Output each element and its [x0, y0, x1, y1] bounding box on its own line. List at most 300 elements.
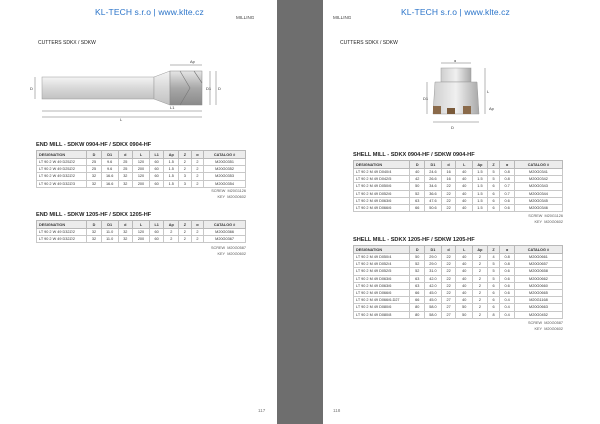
table-cell: LT 90 2 M 49 D040/4	[354, 169, 410, 176]
table-cell: 22	[441, 289, 456, 296]
table-row	[37, 173, 246, 180]
column-header: DESIGNATION	[354, 246, 410, 254]
column-header: Z	[179, 221, 192, 229]
column-header: D	[87, 151, 102, 159]
table-cell: 2	[473, 282, 488, 289]
table-cell: 60	[149, 236, 164, 243]
table-cell: LT 90 2 W 49 D32Z/2	[37, 173, 87, 180]
shell-mill-table-1205	[353, 245, 563, 319]
table-cell: 40	[410, 169, 425, 176]
column-header: CATALOG #	[514, 161, 562, 169]
end-mill-table-0904	[36, 150, 246, 188]
table-cell: M20G0346	[514, 204, 562, 211]
table-cell: 0.4	[500, 297, 515, 304]
table-cell: 0.7	[500, 183, 515, 190]
table-cell: 1.5	[473, 204, 488, 211]
table-row	[354, 289, 563, 296]
table-cell: 52	[410, 190, 425, 197]
table-cell: 22	[441, 282, 456, 289]
table-cell: 6	[487, 197, 500, 204]
table-row	[354, 183, 563, 190]
table-header-row	[354, 246, 563, 254]
table-cell: M20G0351	[204, 159, 246, 166]
table-cell: 40	[456, 268, 473, 275]
table-cell: 40	[456, 289, 473, 296]
table-cell: 6	[487, 289, 500, 296]
dim-label-ap: Ap	[489, 106, 494, 111]
table-cell: M20G0343	[514, 183, 562, 190]
table-cell: 40	[456, 176, 473, 183]
table-cell: LT 90 2 W 49 D25Z/2	[37, 166, 87, 173]
column-header: d	[441, 246, 456, 254]
table-cell: 22	[441, 183, 456, 190]
table-row	[354, 197, 563, 204]
table-cell: 29.0	[425, 254, 442, 261]
table-row	[37, 229, 246, 236]
table-cell: 6	[487, 282, 500, 289]
right-page	[323, 0, 600, 424]
column-header: D1	[101, 151, 118, 159]
table-header-row	[354, 161, 563, 169]
table-row	[37, 159, 246, 166]
table-cell: 42.0	[425, 282, 442, 289]
table-cell: 42.0	[425, 275, 442, 282]
accessories	[196, 245, 246, 257]
table-cell: 0.6	[500, 197, 515, 204]
accessory-code: M20G0602	[227, 252, 246, 256]
table-cell: 47.6	[425, 197, 442, 204]
table-row	[354, 176, 563, 183]
table-cell: 40	[456, 190, 473, 197]
table-cell: 40	[456, 261, 473, 268]
table-cell: 27	[441, 311, 456, 318]
table-cell: 2	[191, 166, 204, 173]
table-cell: 32	[118, 236, 133, 243]
column-header: D	[410, 161, 425, 169]
column-header: α	[191, 151, 204, 159]
table-row	[37, 166, 246, 173]
table-cell: 2	[473, 311, 488, 318]
table-row	[37, 236, 246, 243]
table-cell: 40	[456, 183, 473, 190]
column-header: L1	[149, 221, 164, 229]
table-cell: M20G0663	[514, 304, 562, 311]
table-cell: 0.7	[500, 190, 515, 197]
table-title: SHELL MILL - SDKX 1205-HF / SDKW 1205-HF	[353, 237, 475, 243]
table-cell: 6	[487, 190, 500, 197]
table-cell: 63	[410, 275, 425, 282]
table-cell: LT 90 2 M 49 D050/4	[354, 254, 410, 261]
table-cell: M20G0452	[514, 311, 562, 318]
table-cell: 50	[410, 183, 425, 190]
table-row	[354, 275, 563, 282]
table-cell: 60	[149, 180, 164, 187]
table-cell: M20G0661	[514, 254, 562, 261]
table-cell: 0.6	[500, 268, 515, 275]
table-cell: 0.4	[500, 304, 515, 311]
table-cell: 40	[456, 204, 473, 211]
table-cell: 0.8	[500, 254, 515, 261]
table-cell: 120	[133, 159, 150, 166]
table-cell: 22	[441, 261, 456, 268]
table-cell: 1.5	[473, 197, 488, 204]
table-title: SHELL MILL - SDKX 0904-HF / SDKW 0904-HF	[353, 152, 475, 158]
table-cell: 60	[149, 166, 164, 173]
shell-mill-table-0904	[353, 160, 563, 212]
table-cell: 60	[149, 229, 164, 236]
table-cell: 2	[473, 289, 488, 296]
column-header: L	[456, 161, 473, 169]
table-row	[354, 204, 563, 211]
table-cell: 1.5	[473, 169, 488, 176]
dim-label-d1: D1	[206, 86, 212, 91]
column-header: DESIGNATION	[37, 221, 87, 229]
table-cell: 22	[441, 190, 456, 197]
shell-mill-diagram	[423, 60, 513, 135]
table-cell: LT 90 2 M 49 D050/6	[354, 183, 410, 190]
accessory-label: KEY	[534, 327, 543, 331]
table-cell: 5	[487, 275, 500, 282]
table-cell: 6	[487, 204, 500, 211]
table-cell: 42	[410, 176, 425, 183]
table-cell: 6	[487, 304, 500, 311]
table-cell: 2	[473, 254, 488, 261]
table-cell: 22	[441, 197, 456, 204]
table-row	[354, 254, 563, 261]
table-cell: 5	[487, 176, 500, 183]
table-cell: 32	[118, 229, 133, 236]
table-cell: 22	[441, 254, 456, 261]
column-header: D1	[425, 246, 442, 254]
table-cell: LT 90 2 W 49 D32Z/2	[37, 229, 87, 236]
table-cell: LT 90 2 M 49 D052/5	[354, 268, 410, 275]
table-cell: 25	[118, 166, 133, 173]
table-cell: M20G0665	[514, 289, 562, 296]
column-header: Z	[179, 151, 192, 159]
accessories	[513, 320, 563, 332]
table-cell: M20G0344	[514, 190, 562, 197]
column-header: D	[87, 221, 102, 229]
table-cell: 1.5	[164, 173, 179, 180]
shell-hub-shape	[441, 68, 471, 82]
table-cell: 2	[164, 229, 179, 236]
table-row	[354, 261, 563, 268]
accessory-code: M20G0602	[227, 195, 246, 199]
accessory-code: M20G0602	[544, 327, 563, 331]
accessory-label: SCREW	[211, 189, 226, 193]
table-cell: LT 90 2 M 49 D063/6	[354, 282, 410, 289]
dim-label-l1: L1	[170, 105, 175, 110]
table-cell: 63	[410, 282, 425, 289]
table-cell: 22	[441, 268, 456, 275]
dim-label-ap: Ap	[190, 59, 195, 64]
table-cell: 40	[456, 275, 473, 282]
table-cell: M20G0353	[204, 173, 246, 180]
dim-label-d: D	[30, 86, 33, 91]
table-cell: 22	[441, 275, 456, 282]
accessory-row	[513, 326, 563, 332]
table-cell: 2	[191, 159, 204, 166]
table-cell: M20G0657	[514, 261, 562, 268]
table-cell: LT 90 2 M 49 D063/6	[354, 197, 410, 204]
table-cell: 4	[487, 254, 500, 261]
column-header: α	[500, 161, 515, 169]
accessory-code: M20G0587	[544, 321, 563, 325]
accessory-code: M20G0587	[227, 246, 246, 250]
table-cell: 52	[410, 268, 425, 275]
table-cell: 2	[191, 180, 204, 187]
column-header: D1	[425, 161, 442, 169]
table-cell: 25	[87, 166, 102, 173]
page-heading: CUTTERS SDKX / SDKW	[38, 40, 96, 46]
column-header: Ap	[164, 221, 179, 229]
table-cell: 45.0	[425, 289, 442, 296]
table-cell: 1.5	[164, 180, 179, 187]
table-cell: M20G0366	[204, 229, 246, 236]
accessory-code: M20G1126	[227, 189, 246, 193]
table-cell: 25	[118, 159, 133, 166]
table-cell: 9.6	[101, 159, 118, 166]
table-row	[354, 311, 563, 318]
shank-shape	[42, 77, 154, 99]
table-cell: 3	[179, 173, 192, 180]
table-cell: 80	[410, 311, 425, 318]
table-cell: 6	[487, 297, 500, 304]
table-cell: 66	[410, 289, 425, 296]
table-cell: M20G1168	[514, 297, 562, 304]
column-header: D	[410, 246, 425, 254]
table-cell: 63	[410, 197, 425, 204]
column-header: DESIGNATION	[37, 151, 87, 159]
table-cell: 2	[191, 173, 204, 180]
table-cell: M20G0658	[514, 268, 562, 275]
table-cell: 52	[410, 261, 425, 268]
table-cell: 60	[149, 173, 164, 180]
accessory-row	[513, 219, 563, 225]
table-cell: LT 90 2 M 49 D042/5	[354, 176, 410, 183]
table-cell: 2	[164, 236, 179, 243]
left-page	[0, 0, 277, 424]
accessories	[196, 188, 246, 200]
table-cell: LT 90 2 M 49 D052/6	[354, 190, 410, 197]
column-header: L1	[149, 151, 164, 159]
table-cell: M20G0352	[204, 166, 246, 173]
table-cell: 200	[133, 180, 150, 187]
column-header: CATALOG #	[204, 151, 246, 159]
table-cell: 50.6	[425, 204, 442, 211]
table-cell: M20G0342	[514, 176, 562, 183]
table-cell: 40	[456, 169, 473, 176]
table-cell: 58.0	[425, 304, 442, 311]
table-cell: 36.6	[425, 190, 442, 197]
table-cell: LT 90 2 M 49 D052/4	[354, 261, 410, 268]
accessory-label: KEY	[217, 195, 226, 199]
table-cell: 5	[487, 268, 500, 275]
table-cell: 1.5	[473, 183, 488, 190]
table-row	[37, 180, 246, 187]
accessory-row	[196, 251, 246, 257]
table-cell: 120	[133, 229, 150, 236]
table-cell: LT 90 2 M 49 D066/6	[354, 204, 410, 211]
column-header: Z	[487, 246, 500, 254]
accessory-code: M20G1126	[544, 214, 563, 218]
accessory-row	[196, 194, 246, 200]
table-cell: 0.8	[500, 176, 515, 183]
page-heading: CUTTERS SDKX / SDKW	[340, 40, 398, 46]
table-cell: 24.6	[425, 169, 442, 176]
table-cell: 0.8	[500, 261, 515, 268]
end-mill-table-1205	[36, 220, 246, 243]
dim-label-d2: D	[451, 125, 454, 130]
dim-label-l: L	[487, 89, 490, 94]
table-cell: 40	[456, 282, 473, 289]
column-header: CATALOG #	[204, 221, 246, 229]
dim-label-d2: D	[218, 86, 221, 91]
page-header: KL-TECH s.r.o | www.klte.cz	[95, 7, 204, 17]
table-cell: 29.0	[425, 261, 442, 268]
table-cell: 27	[441, 304, 456, 311]
column-header: Z	[487, 161, 500, 169]
table-cell: 2	[473, 275, 488, 282]
table-title: END MILL - SDKW 0904-HF / SDKX 0904-HF	[36, 142, 152, 148]
table-cell: 16	[441, 176, 456, 183]
table-cell: 26.6	[425, 176, 442, 183]
section-label: MILLING	[236, 15, 255, 20]
column-header: L	[133, 151, 150, 159]
table-row	[354, 304, 563, 311]
table-cell: 16	[441, 169, 456, 176]
table-cell: 66	[410, 204, 425, 211]
table-cell: LT 90 2 W 49 D32Z/2	[37, 236, 87, 243]
table-header-row	[37, 221, 246, 229]
page-header: KL-TECH s.r.o | www.klte.cz	[401, 7, 510, 17]
table-cell: 40	[456, 297, 473, 304]
table-cell: 16.6	[101, 173, 118, 180]
page-number: 118	[333, 408, 341, 413]
table-cell: 2	[473, 268, 488, 275]
table-cell: 32	[118, 173, 133, 180]
table-header-row	[37, 151, 246, 159]
dim-label-d: d	[454, 60, 457, 63]
table-row	[354, 282, 563, 289]
accessory-label: SCREW	[210, 246, 226, 250]
table-row	[354, 190, 563, 197]
column-header: DESIGNATION	[354, 161, 410, 169]
table-cell: 45.0	[425, 297, 442, 304]
table-cell: 2	[191, 236, 204, 243]
table-cell: 2	[473, 304, 488, 311]
table-cell: 8	[487, 311, 500, 318]
table-cell: 200	[133, 166, 150, 173]
accessory-label: SCREW	[528, 214, 543, 218]
table-cell: 120	[133, 173, 150, 180]
table-cell: 27	[441, 297, 456, 304]
table-cell: 32	[87, 173, 102, 180]
column-header: Ap	[473, 246, 488, 254]
dim-label-d1: D1	[423, 96, 429, 101]
accessories	[513, 213, 563, 225]
table-cell: 1.5	[164, 159, 179, 166]
table-cell: 2	[179, 236, 192, 243]
table-cell: LT 90 2 W 49 D32Z/3	[37, 180, 87, 187]
accessory-label: KEY	[534, 220, 543, 224]
table-cell: 32	[87, 236, 102, 243]
table-cell: 50	[410, 254, 425, 261]
table-cell: M20G0660	[514, 282, 562, 289]
table-cell: M20G0367	[204, 236, 246, 243]
table-cell: 40	[456, 197, 473, 204]
column-header: d	[441, 161, 456, 169]
table-cell: LT 90 2 M 49 D066/6	[354, 289, 410, 296]
table-cell: 32	[87, 229, 102, 236]
table-cell: 9.6	[101, 166, 118, 173]
column-header: D1	[101, 221, 118, 229]
table-cell: 0.6	[500, 275, 515, 282]
table-cell: 16.6	[101, 180, 118, 187]
table-cell: 2	[473, 297, 488, 304]
table-cell: 5	[487, 261, 500, 268]
table-cell: M20G0662	[514, 275, 562, 282]
table-cell: LT 90 2 M 49 D063/6	[354, 275, 410, 282]
page-number: 117	[258, 408, 266, 413]
accessory-label: KEY	[217, 252, 226, 256]
table-cell: 60	[149, 159, 164, 166]
column-header: α	[500, 246, 515, 254]
column-header: α	[191, 221, 204, 229]
table-cell: 11.0	[101, 229, 118, 236]
table-cell: LT 90 2 M 49 D080/6	[354, 304, 410, 311]
table-cell: LT 90 2 M 49 D066/6-D27	[354, 297, 410, 304]
table-cell: 50	[456, 304, 473, 311]
table-cell: 25	[87, 159, 102, 166]
column-header: Ap	[164, 151, 179, 159]
column-header: d	[118, 221, 133, 229]
table-cell: 1.5	[473, 176, 488, 183]
table-cell: 2	[473, 261, 488, 268]
table-cell: 0.6	[500, 204, 515, 211]
table-cell: 2	[179, 166, 192, 173]
column-header: Ap	[473, 161, 488, 169]
table-cell: M20G0341	[514, 169, 562, 176]
table-cell: M20G0354	[204, 180, 246, 187]
table-cell: 200	[133, 236, 150, 243]
table-cell: LT 90 2 M 49 D080/8	[354, 311, 410, 318]
table-cell: 0.6	[500, 282, 515, 289]
table-cell: 32	[118, 180, 133, 187]
table-cell: 0.4	[500, 311, 515, 318]
table-cell: 32	[87, 180, 102, 187]
table-cell: 58.0	[425, 311, 442, 318]
table-cell: M20G0345	[514, 197, 562, 204]
table-cell: 66	[410, 297, 425, 304]
table-cell: 80	[410, 304, 425, 311]
table-cell: 1.5	[473, 190, 488, 197]
table-row	[354, 297, 563, 304]
section-label: MILLING	[333, 15, 352, 20]
table-cell: 1.5	[164, 166, 179, 173]
column-header: L	[456, 246, 473, 254]
table-cell: 50	[456, 311, 473, 318]
table-cell: 40	[456, 254, 473, 261]
dim-label-l: L	[120, 117, 123, 122]
table-cell: 5	[487, 169, 500, 176]
table-cell: 3	[179, 180, 192, 187]
table-cell: 2	[191, 229, 204, 236]
table-cell: LT 90 2 W 49 D25Z/2	[37, 159, 87, 166]
table-cell: 0.8	[500, 169, 515, 176]
table-cell: 34.6	[425, 183, 442, 190]
table-cell: 11.0	[101, 236, 118, 243]
